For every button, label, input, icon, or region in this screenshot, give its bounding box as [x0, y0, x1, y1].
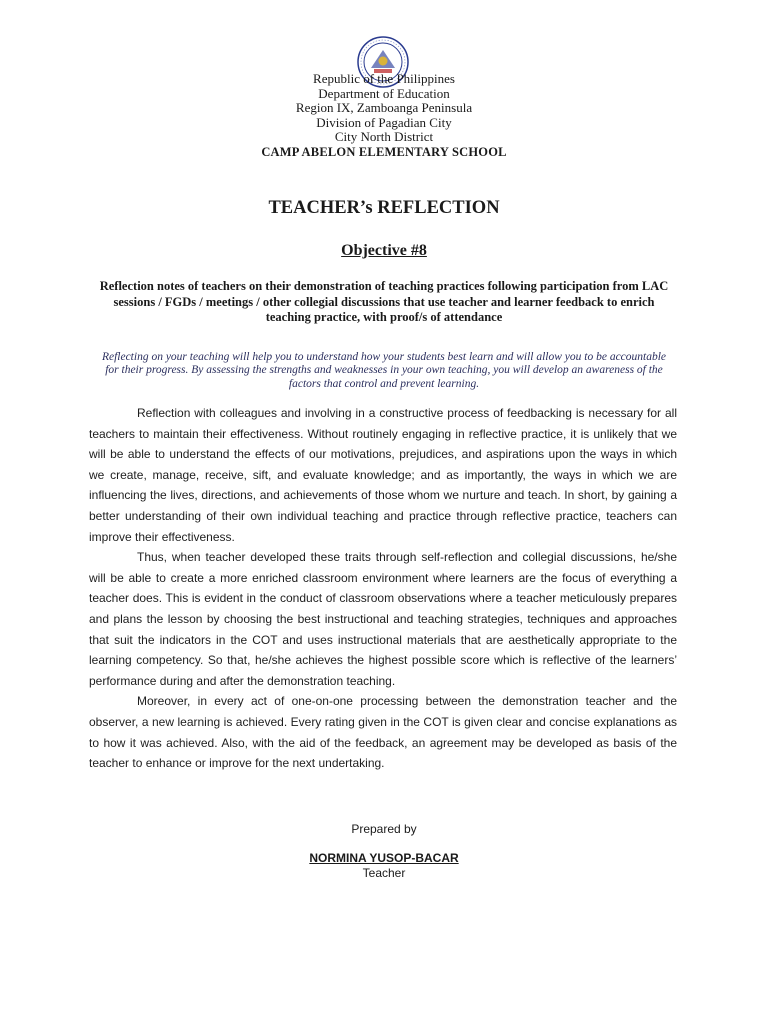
signatory-name: NORMINA YUSOP-BACAR	[309, 851, 459, 865]
letterhead-district: City North District	[334, 129, 434, 145]
paragraph-1: Reflection with colleagues and involving in a constructive process of feedbacking is necessary for all teachers to maintain their effectiveness. Without routinely engaging in reflective practice, it is unlikely that we will be able to understand the effects of our motivations, prejudices, and aspirations upon the ways in which we create, manage, receive, sift, and evaluate knowledge; and as importantly, the ways in which we are influencing the lives, directions, and achievements of those whom we nurture and teach. In short, by gaining a better understanding of their own individual teaching and practice through reflective practice, teachers can improve their effectiveness.	[89, 406, 677, 544]
signature-block	[0, 822, 768, 881]
signatory-role: Teacher	[362, 866, 406, 880]
intro-statement: Reflection notes of teachers on their demonstration of teaching practices following participation from LAC sessions / FGDs / meetings / other collegial discussions that use teacher and learner feedback to enrich teaching practice, with proof/s of attendance	[99, 279, 669, 325]
reflection-quote: Reflecting on your teaching will help you to understand how your students best learn and will allow you to be accountable for their progress. By assessing the strengths and weaknesses in your own teaching, you will develop an awareness of the factors that control and prevent learning.	[101, 351, 667, 390]
prepared-by-label: Prepared by	[351, 822, 417, 836]
letterhead-school: CAMP ABELON ELEMENTARY SCHOOL	[261, 144, 507, 159]
paragraph-2: Thus, when teacher developed these traits through self-reflection and collegial discussions, he/she will be able to create a more enriched classroom environment where learners are the focus of everything a teacher does. This is evident in the conduct of classroom observations where a teacher meticulously prepares and plans the lesson by choosing the best instructional and teaching strategies, techniques and approaches that suit the indicators in the COT and uses instructional materials that are aesthetically appropriate to the learning competency. So that, he/she achieves the highest possible score which is reflective of the learners’ performance during and after the demonstration teaching.	[89, 550, 677, 688]
objective-heading: Objective #8	[341, 242, 427, 259]
letterhead	[0, 72, 768, 160]
letterhead-department: Department of Education	[318, 85, 450, 101]
document-title: TEACHER’s REFLECTION	[268, 198, 500, 218]
reflection-body	[89, 403, 677, 774]
paragraph-3: Moreover, in every act of one-on-one processing between the demonstration teacher and the observer, a new learning is achieved. Every rating given in the COT is given clear and concise explanations as to how it was achieved. Also, with the aid of the feedback, an agreement may be developed as basis of the teacher to enhance or improve for the next undertaking.	[89, 694, 677, 771]
letterhead-division: Division of Pagadian City	[316, 114, 452, 130]
letterhead-republic: Republic of the Philippines	[313, 71, 455, 86]
letterhead-region: Region IX, Zamboanga Peninsula	[295, 100, 473, 116]
